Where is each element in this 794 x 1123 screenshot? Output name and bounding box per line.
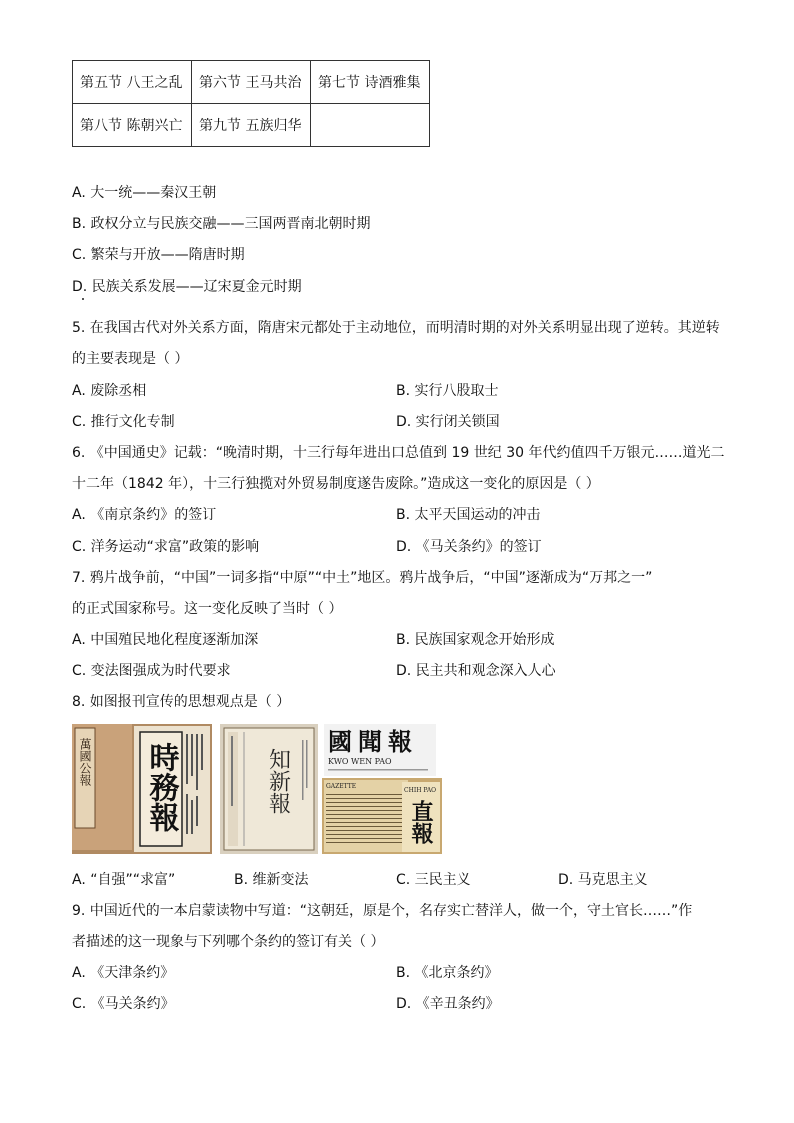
q9-option-b[interactable]: B. 《北京条约》 xyxy=(396,965,499,981)
q4-option-b[interactable]: B. 政权分立与民族交融——三国两晋南北朝时期 xyxy=(72,216,371,232)
q5-option-c[interactable]: C. 推行文化专制 xyxy=(72,414,175,430)
table-cell: 第九节 五族归华 xyxy=(192,104,311,147)
stray-dot xyxy=(82,298,84,300)
newspaper-title: 知新報 xyxy=(265,748,291,814)
q5-stem-line1: 5. 在我国古代对外关系方面，隋唐宋元都处于主动地位，而明清时期的对外关系明显出现了逆转。其逆转 xyxy=(72,320,720,336)
newspaper-title: 時務報 xyxy=(143,742,179,832)
table-cell: 第七节 诗酒雅集 xyxy=(311,61,430,104)
newspaper-image-guowen-zhibao xyxy=(322,724,442,854)
q9-option-d[interactable]: D. 《辛丑条约》 xyxy=(396,996,500,1012)
q6-option-a[interactable]: A. 《南京条约》的签订 xyxy=(72,507,217,523)
q4-option-c[interactable]: C. 繁荣与开放——隋唐时期 xyxy=(72,247,245,263)
q5-option-d[interactable]: D. 实行闭关锁国 xyxy=(396,414,500,430)
q6-option-d[interactable]: D. 《马关条约》的签订 xyxy=(396,539,542,555)
q7-option-a[interactable]: A. 中国殖民地化程度逐渐加深 xyxy=(72,632,259,648)
q8-option-b[interactable]: B. 维新变法 xyxy=(234,872,309,888)
table-cell: 第八节 陈朝兴亡 xyxy=(73,104,192,147)
table-cell xyxy=(311,104,430,147)
newspaper-header: GAZETTE xyxy=(326,783,357,790)
q8-option-a[interactable]: A. “自强”“求富” xyxy=(72,872,176,888)
q5-stem-line2: 的主要表现是（ ） xyxy=(72,351,189,367)
q5-option-b[interactable]: B. 实行八股取士 xyxy=(396,383,499,399)
q4-option-a[interactable]: A. 大一统——秦汉王朝 xyxy=(72,185,217,201)
section-table xyxy=(72,60,430,147)
newspaper-image-wanguo-shiwu xyxy=(72,724,212,854)
newspaper-title: 萬國公報 xyxy=(78,738,92,786)
newspaper-title: 國聞報 xyxy=(328,727,418,756)
q7-option-b[interactable]: B. 民族国家观念开始形成 xyxy=(396,632,555,648)
q5-option-a[interactable]: A. 废除丞相 xyxy=(72,383,147,399)
newspaper-image-zhixin xyxy=(220,724,318,854)
q6-option-c[interactable]: C. 洋务运动“求富”政策的影响 xyxy=(72,539,260,555)
q8-option-c[interactable]: C. 三民主义 xyxy=(396,872,471,888)
q6-option-b[interactable]: B. 太平天国运动的冲击 xyxy=(396,507,541,523)
q9-stem-line1: 9. 中国近代的一本启蒙读物中写道：“这朝廷，原是个，名存实亡替洋人，做一个，守土官长……”作 xyxy=(72,903,693,919)
q7-stem-line2: 的正式国家称号。这一变化反映了当时（ ） xyxy=(72,601,343,617)
q7-option-c[interactable]: C. 变法图强成为时代要求 xyxy=(72,663,231,679)
table-row xyxy=(73,61,430,104)
q7-stem-line1: 7. 鸦片战争前，“中国”一词多指“中原”“中土”地区。鸦片战争后，“中国”逐渐成为“万邦之一” xyxy=(72,570,653,586)
table-row xyxy=(73,104,430,147)
q9-stem-line2: 者描述的这一现象与下列哪个条约的签订有关（ ） xyxy=(72,934,385,950)
newspaper-subtitle: KWO WEN PAO xyxy=(328,757,392,766)
table-cell: 第六节 王马共治 xyxy=(192,61,311,104)
newspaper-title: 直報 xyxy=(408,800,434,844)
table-cell: 第五节 八王之乱 xyxy=(73,61,192,104)
q8-stem: 8. 如图报刊宣传的思想观点是（ ） xyxy=(72,694,291,710)
q6-stem-line1: 6. 《中国通史》记载：“晚清时期，十三行每年进出口总值到 19 世纪 30 年代约值四千万银元……道光二 xyxy=(72,445,725,461)
q6-stem-line2: 十二年（1842 年），十三行独揽对外贸易制度遂告废除。”造成这一变化的原因是（ ） xyxy=(72,476,600,492)
q4-option-d[interactable]: D. 民族关系发展——辽宋夏金元时期 xyxy=(72,279,302,295)
q9-option-a[interactable]: A. 《天津条约》 xyxy=(72,965,175,981)
q8-option-d[interactable]: D. 马克思主义 xyxy=(558,872,648,888)
q9-option-c[interactable]: C. 《马关条约》 xyxy=(72,996,175,1012)
q7-option-d[interactable]: D. 民主共和观念深入人心 xyxy=(396,663,556,679)
newspaper-subtitle: CHIH PAO xyxy=(404,787,437,794)
